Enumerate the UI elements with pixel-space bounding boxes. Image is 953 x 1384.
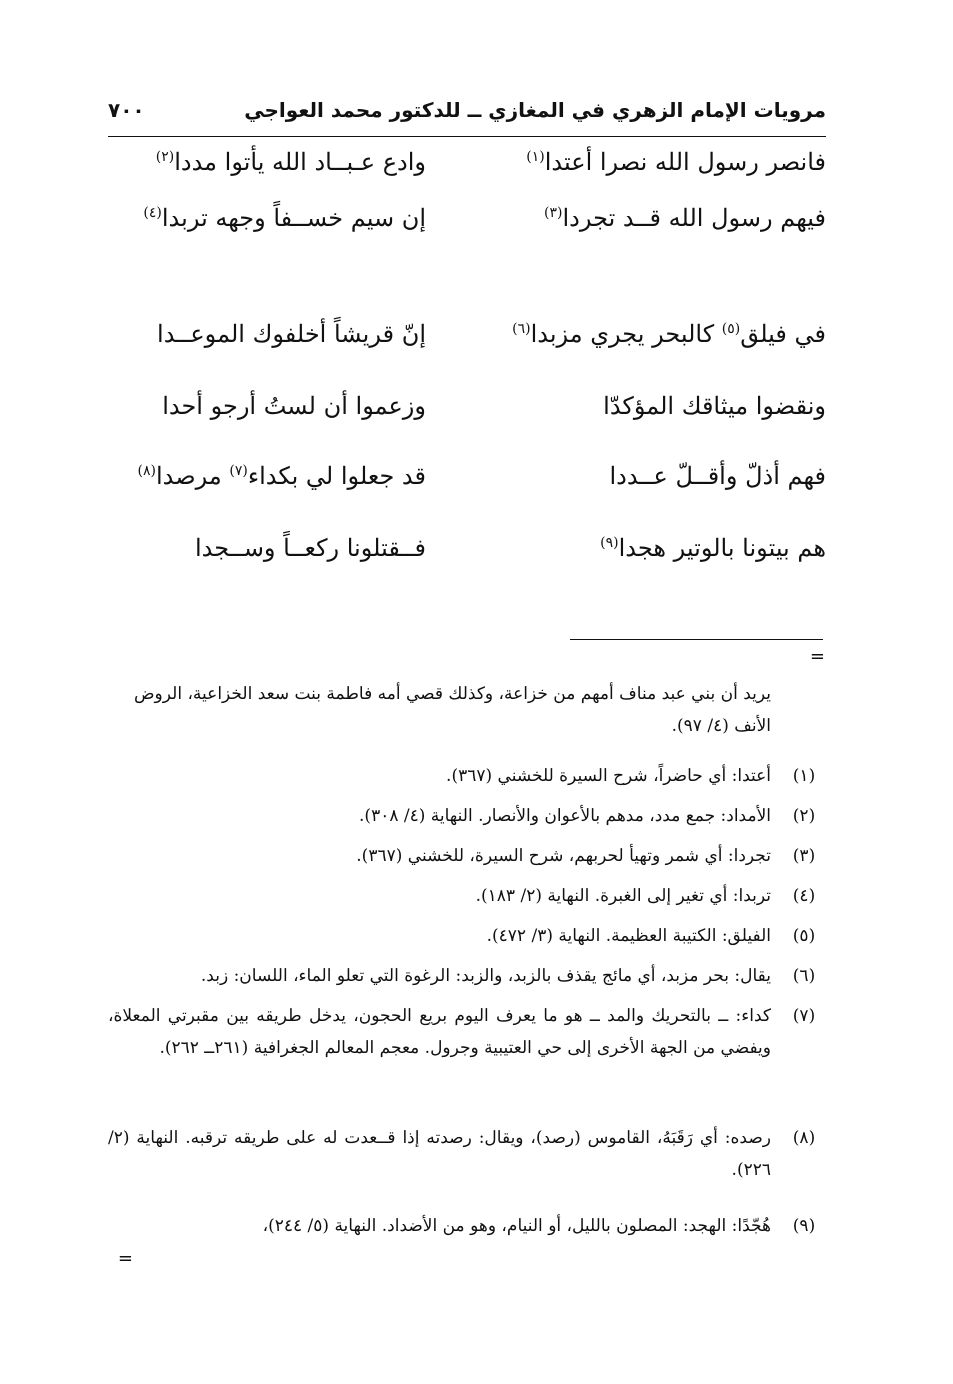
first-hemistich: هم بيتونا بالوتير هجدا$^{(٩)}$ bbox=[600, 534, 826, 562]
footnote-item bbox=[108, 920, 826, 952]
footnote-item bbox=[108, 800, 826, 832]
footnote-item bbox=[108, 960, 826, 992]
footnote-text: تجردا: أي شمر وتهيأ لحربهم، شرح السيرة، للخشني (٣٦٧). bbox=[356, 846, 771, 866]
footnote-item bbox=[108, 1122, 826, 1186]
verse-line bbox=[108, 320, 826, 360]
verse-line bbox=[108, 148, 826, 188]
footnote-text: هُجّدًا: الهجد: المصلون بالليل، أو النيام، وهو من الأضداد. النهاية (٥/ ٢٤٤)، bbox=[262, 1216, 771, 1236]
footnote-number: (٣) bbox=[792, 846, 816, 866]
footnote-item bbox=[108, 880, 826, 912]
continuation-mark: = bbox=[809, 646, 825, 667]
verse-line bbox=[108, 204, 826, 244]
footnote-text: الأمداد: جمع مدد، مدهم بالأعوان والأنصار. النهاية (٤/ ٣٠٨). bbox=[359, 806, 771, 826]
first-hemistich: فانصر رسول الله نصرا أعتدا$^{(١)}$ bbox=[526, 148, 826, 176]
footnote-item bbox=[108, 1210, 826, 1242]
footnote-text: رصده: أي رَقَبَهُ، القاموس (رصد)، ويقال: رصدته إذا قــعدت له على طريقه ترقبه. النهاية (٢/ ٢٢٦). bbox=[108, 1128, 771, 1180]
footnote-text: كداء: ــ بالتحريك والمد ــ هو ما يعرف اليوم بريع الحجون، يدخل طريقه بين مقبرتي المعلاة، ويفضي من الجهة الأخرى إلى حي العتيبية وجرول. معجم المعالم الجغرافية (٢٦١ــ ٢٦٢). bbox=[108, 1006, 771, 1058]
footnote-number: (٦) bbox=[792, 966, 816, 986]
footnote-number: (٥) bbox=[792, 926, 816, 946]
second-hemistich: وادع عـبــاد الله يأتوا مددا$^{(٢)}$ bbox=[155, 148, 426, 176]
footnote-ref: (١) bbox=[526, 149, 545, 165]
footnote-text: أعتدا: أي حاضراً، شرح السيرة للخشني (٣٦٧). bbox=[446, 766, 771, 786]
footnote-number: (١) bbox=[792, 766, 816, 786]
footnote-continuation bbox=[108, 678, 826, 742]
footnote-number: (٧) bbox=[792, 1006, 816, 1026]
footnote-ref: (٣) bbox=[544, 205, 563, 221]
footnote-item bbox=[108, 1000, 826, 1064]
second-hemistich: قد جعلوا لي بكداء$^{(٧)}$ مرصدا$^{(٨)}$ bbox=[137, 462, 426, 490]
verse-line bbox=[108, 392, 826, 432]
footnote-ref: (٨) bbox=[137, 463, 156, 479]
second-hemistich: إن سيم خســفاً وجهه تربدا$^{(٤)}$ bbox=[143, 204, 426, 232]
footnote-ref: (٦) bbox=[512, 321, 531, 337]
footnote-text: يقال: بحر مزبد، أي مائج يقذف بالزبد، والزبد: الرغوة التي تعلو الماء، اللسان: زبد. bbox=[200, 966, 771, 986]
book-title: مرويات الإمام الزهري في المغازي ــ للدكتور محمد العواجي bbox=[244, 98, 826, 122]
footnote-ref: (٩) bbox=[600, 535, 619, 551]
verse-line bbox=[108, 462, 826, 502]
footnote-ref: (٢) bbox=[155, 149, 175, 165]
footnote-number: (٩) bbox=[792, 1216, 816, 1236]
footnote-text: تربدا: أي تغير إلى الغبرة. النهاية (٢/ ١٨٣). bbox=[475, 886, 771, 906]
first-hemistich: ونقضوا ميثاقك المؤكدّا bbox=[603, 392, 826, 420]
footnote-ref: (٤) bbox=[143, 205, 162, 221]
footnote-text: الفيلق: الكتيبة العظيمة. النهاية (٣/ ٤٧٢). bbox=[486, 926, 771, 946]
footnote-ref: (٥) bbox=[721, 321, 741, 337]
page-number: ٧٠٠ bbox=[108, 98, 145, 122]
first-hemistich: فهم أذلّ وأقــلّ عــددا bbox=[609, 462, 826, 490]
first-hemistich: فيهم رسول الله قــد تجردا$^{(٣)}$ bbox=[544, 204, 826, 232]
verse-line bbox=[108, 534, 826, 574]
footnote-text: يريد أن بني عبد مناف أمهم من خزاعة، وكذلك قصي أمه فاطمة بنت سعد الخزاعية، الروض الأنف (٤/ ٩٧). bbox=[134, 684, 771, 736]
second-hemistich: إنّ قريشاً أخلفوك الموعــدا bbox=[157, 320, 426, 348]
footnote-divider bbox=[570, 639, 823, 640]
running-header bbox=[108, 98, 826, 132]
second-hemistich: فــقتلونا ركعــاً وســجدا bbox=[195, 534, 426, 562]
header-divider bbox=[108, 136, 826, 137]
second-hemistich: وزعموا أن لستُ أرجو أحدا bbox=[162, 392, 426, 420]
footnote-number: (٢) bbox=[792, 806, 816, 826]
footnote-item bbox=[108, 760, 826, 792]
footnote-number: (٤) bbox=[792, 886, 816, 906]
footnote-ref: (٧) bbox=[229, 463, 248, 479]
footnote-number: (٨) bbox=[792, 1128, 816, 1148]
first-hemistich: في فيلق$^{(٥)}$ كالبحر يجري مزبدا$^{(٦)}$ bbox=[512, 320, 826, 348]
continuation-mark: = bbox=[117, 1248, 133, 1269]
footnote-item bbox=[108, 840, 826, 872]
